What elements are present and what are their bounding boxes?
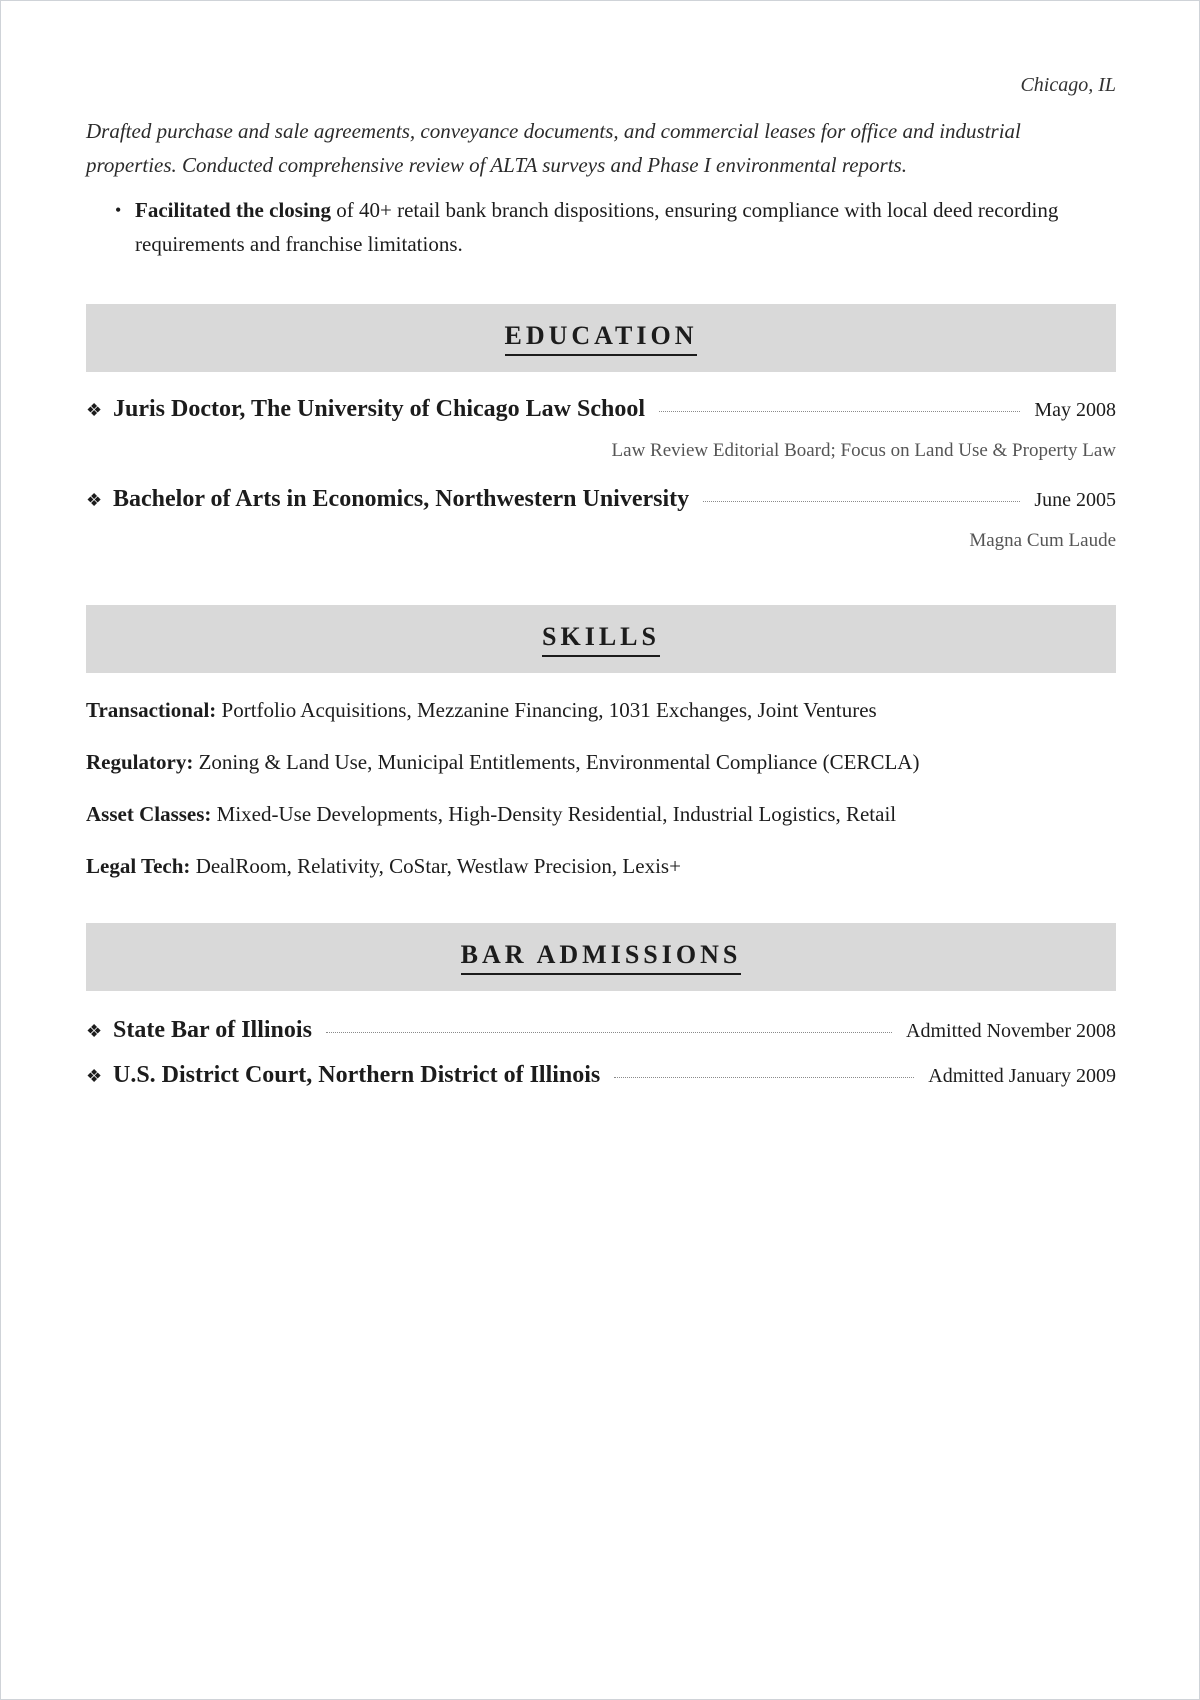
skill-value: Portfolio Acquisitions, Mezzanine Financing, 1031 Exchanges, Joint Ventures: [216, 698, 877, 722]
job-bullet-list: [86, 193, 1116, 261]
education-heading: EDUCATION: [505, 320, 698, 356]
skill-line: [86, 747, 1116, 777]
skill-label: Asset Classes:: [86, 802, 212, 826]
bar-admission-date: Admitted November 2008: [906, 1020, 1116, 1042]
degree-date: June 2005: [1034, 489, 1116, 511]
degree-title: Bachelor of Arts in Economics, Northwestern University: [113, 486, 690, 512]
education-list: [86, 396, 1116, 556]
bar-admissions-list: [86, 1017, 1116, 1107]
degree-date: May 2008: [1034, 399, 1116, 421]
skills-list: [86, 695, 1116, 881]
bar-admission-title: State Bar of Illinois: [113, 1017, 312, 1043]
skill-value: Mixed-Use Developments, High-Density Residential, Industrial Logistics, Retail: [211, 802, 897, 826]
bar-admissions-section-header: [86, 923, 1116, 991]
degree-note: Law Review Editorial Board; Focus on Land Use & Property Law: [611, 440, 1116, 461]
dotted-leader: [703, 501, 1020, 502]
job-summary: Drafted purchase and sale agreements, conveyance documents, and commercial leases for office and industrial properties. Conducted comprehensive review of ALTA surveys and Phase I environmental reports.: [86, 119, 1021, 177]
skills-section-header: [86, 605, 1116, 673]
bar-admission-entry: [86, 1062, 1116, 1107]
dotted-leader: [659, 411, 1020, 412]
skill-label: Legal Tech:: [86, 854, 191, 878]
skill-label: Regulatory:: [86, 750, 194, 774]
education-entry: [86, 486, 1116, 526]
skill-value: Zoning & Land Use, Municipal Entitlements, Environmental Compliance (CERCLA): [193, 750, 920, 774]
job-location: Chicago, IL: [1020, 74, 1116, 96]
skill-line: [86, 695, 1116, 725]
resume-content: [86, 67, 1116, 1107]
job-bullet-highlight: Facilitated the closing: [135, 198, 331, 222]
education-entry: [86, 396, 1116, 436]
bar-admission-entry: [86, 1017, 1116, 1062]
education-section-header: [86, 304, 1116, 372]
bar-admission-date: Admitted January 2009: [928, 1065, 1116, 1087]
degree-note: Magna Cum Laude: [969, 530, 1116, 551]
skill-line: [86, 799, 1116, 829]
diamond-bullet-icon: ❖: [86, 490, 103, 510]
diamond-bullet-icon: ❖: [86, 1021, 103, 1041]
diamond-bullet-icon: ❖: [86, 1066, 103, 1086]
job-bullet-text: of 40+ retail bank branch dispositions, ensuring compliance with local deed recording requirements and franchise limitations.: [135, 198, 1059, 256]
bar-admissions-heading: BAR ADMISSIONS: [461, 939, 742, 975]
skill-line: [86, 851, 1116, 881]
bullet-dot-icon: •: [115, 200, 122, 220]
skill-label: Transactional:: [86, 698, 217, 722]
skill-value: DealRoom, Relativity, CoStar, Westlaw Precision, Lexis+: [190, 854, 681, 878]
diamond-bullet-icon: ❖: [86, 400, 103, 420]
skills-heading: SKILLS: [542, 621, 660, 657]
degree-title: Juris Doctor, The University of Chicago Law School: [113, 396, 646, 422]
bar-admission-title: U.S. District Court, Northern District of Illinois: [113, 1062, 601, 1088]
dotted-leader: [326, 1032, 892, 1033]
job-bullet: [115, 193, 1116, 261]
dotted-leader: [614, 1077, 914, 1078]
